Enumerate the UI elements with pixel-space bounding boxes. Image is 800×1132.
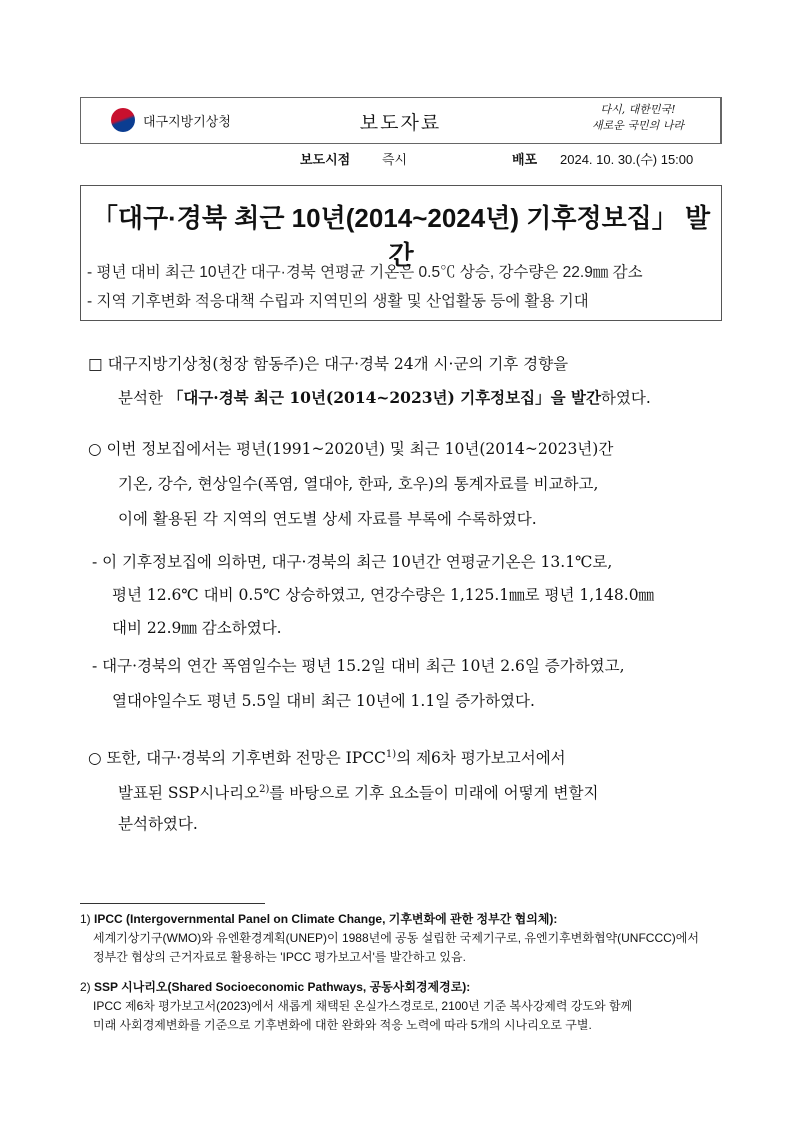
detail-2-line: - 대구·경북의 연간 폭염일수는 평년 15.2일 대비 최근 10년 2.6일 증가하였고, bbox=[92, 657, 625, 675]
footnote-number: 1) bbox=[80, 912, 91, 926]
footnote-heading: SSP 시나리오(Shared Socioeconomic Pathways, 공동사회경제경로): bbox=[94, 980, 471, 994]
footnote-number: 2) bbox=[80, 980, 91, 994]
summary-bullet: - 지역 기후변화 적응대책 수립과 지역민의 생활 및 산업활동 등에 활용 기대 bbox=[87, 293, 589, 310]
item-1-line: 이에 활용된 각 지역의 연도별 상세 자료를 부록에 수록하였다. bbox=[118, 510, 537, 528]
text: ○ 또한, 대구·경북의 기후변화 전망은 IPCC bbox=[88, 749, 386, 768]
detail-2-line: 열대야일수도 평년 5.5일 대비 최근 10년에 1.1일 증가하였다. bbox=[112, 692, 535, 710]
footnote-ref[interactable]: 1) bbox=[385, 749, 397, 760]
footnote-heading: IPCC (Intergovernmental Panel on Climate Change, 기후변화에 관한 정부간 협의체): bbox=[94, 912, 558, 926]
distribution-value: 2024. 10. 30.(수) 15:00 bbox=[560, 152, 694, 167]
para-1-line bbox=[118, 381, 651, 415]
doc-type: 보도자료 bbox=[359, 112, 442, 134]
footnote-1 bbox=[80, 910, 740, 967]
item-2-line: 분석하였다. bbox=[118, 815, 198, 833]
item-2-line bbox=[118, 773, 598, 810]
header-box bbox=[80, 97, 722, 144]
detail-1-line: 평년 12.6℃ 대비 0.5℃ 상승하였고, 연강수량은 1,125.1㎜로 평년 1,148.0㎜ bbox=[112, 586, 655, 604]
title-box bbox=[80, 185, 722, 321]
footnote-2 bbox=[80, 978, 740, 1035]
distribution-label: 배포 bbox=[512, 152, 538, 167]
footnote-text: 세계기상기구(WMO)와 유엔환경계획(UNEP)이 1988년에 공동 설립한 국제기구로, 유엔기후변화협약(UNFCCC)에서 bbox=[93, 931, 699, 945]
item-1-line: ○ 이번 정보집에서는 평년(1991~2020년) 및 최근 10년(2014~2023년)간 bbox=[88, 440, 614, 458]
footnote-divider bbox=[80, 903, 265, 904]
slogan bbox=[592, 102, 684, 134]
footnote-text: IPCC 제6차 평가보고서(2023)에서 새롭게 채택된 온실가스경로로, 2100년 기준 복사강제력 강도와 함께 bbox=[93, 999, 633, 1013]
summary-bullet: - 평년 대비 최근 10년간 대구·경북 연평균 기온은 0.5℃ 상승, 강수량은 22.9㎜ 감소 bbox=[87, 264, 643, 281]
text: 분석한 bbox=[118, 389, 168, 407]
release-time-label: 보도시점 bbox=[300, 152, 351, 167]
item-2-line bbox=[88, 738, 566, 775]
footnote-ref[interactable]: 2) bbox=[259, 784, 270, 795]
text: 하였다. bbox=[600, 389, 651, 407]
item-1-line: 기온, 강수, 현상일수(폭염, 열대야, 한파, 호우)의 통계자료를 비교하고, bbox=[118, 475, 599, 493]
para-1-line: □ 대구지방기상청(청장 함동주)은 대구·경북 24개 시·군의 기후 경향을 bbox=[88, 355, 569, 373]
detail-1-line: - 이 기후정보집에 의하면, 대구·경북의 최근 10년간 연평균기온은 13.1℃로, bbox=[92, 553, 613, 571]
text: 를 바탕으로 기후 요소들이 미래에 어떻게 변할지 bbox=[269, 784, 599, 803]
slogan-line-1: 다시, 대한민국! bbox=[600, 103, 676, 116]
agency-name: 대구지방기상청 bbox=[143, 113, 231, 129]
detail-1-line: 대비 22.9㎜ 감소하였다. bbox=[112, 619, 282, 637]
footnote-text: 미래 사회경제변화를 기준으로 기후변화에 대한 완화와 적응 노력에 따라 5개의 시나리오로 구별. bbox=[93, 1018, 592, 1032]
publication-title: 「대구·경북 최근 10년(2014~2023년) 기후정보집」을 발간 bbox=[167, 388, 601, 407]
slogan-line-2: 새로운 국민의 나라 bbox=[591, 119, 684, 132]
text: 의 제6차 평가보고서에서 bbox=[396, 749, 566, 768]
text: 발표된 SSP시나리오 bbox=[118, 784, 260, 803]
footnote-text: 정부간 협상의 근거자료로 활용하는 'IPCC 평가보고서'를 발간하고 있음. bbox=[93, 950, 466, 964]
page-title: 「대구·경북 최근 10년(2014~2024년) 기후정보집」 발간 bbox=[91, 203, 711, 270]
release-time-value: 즉시 bbox=[382, 152, 408, 167]
